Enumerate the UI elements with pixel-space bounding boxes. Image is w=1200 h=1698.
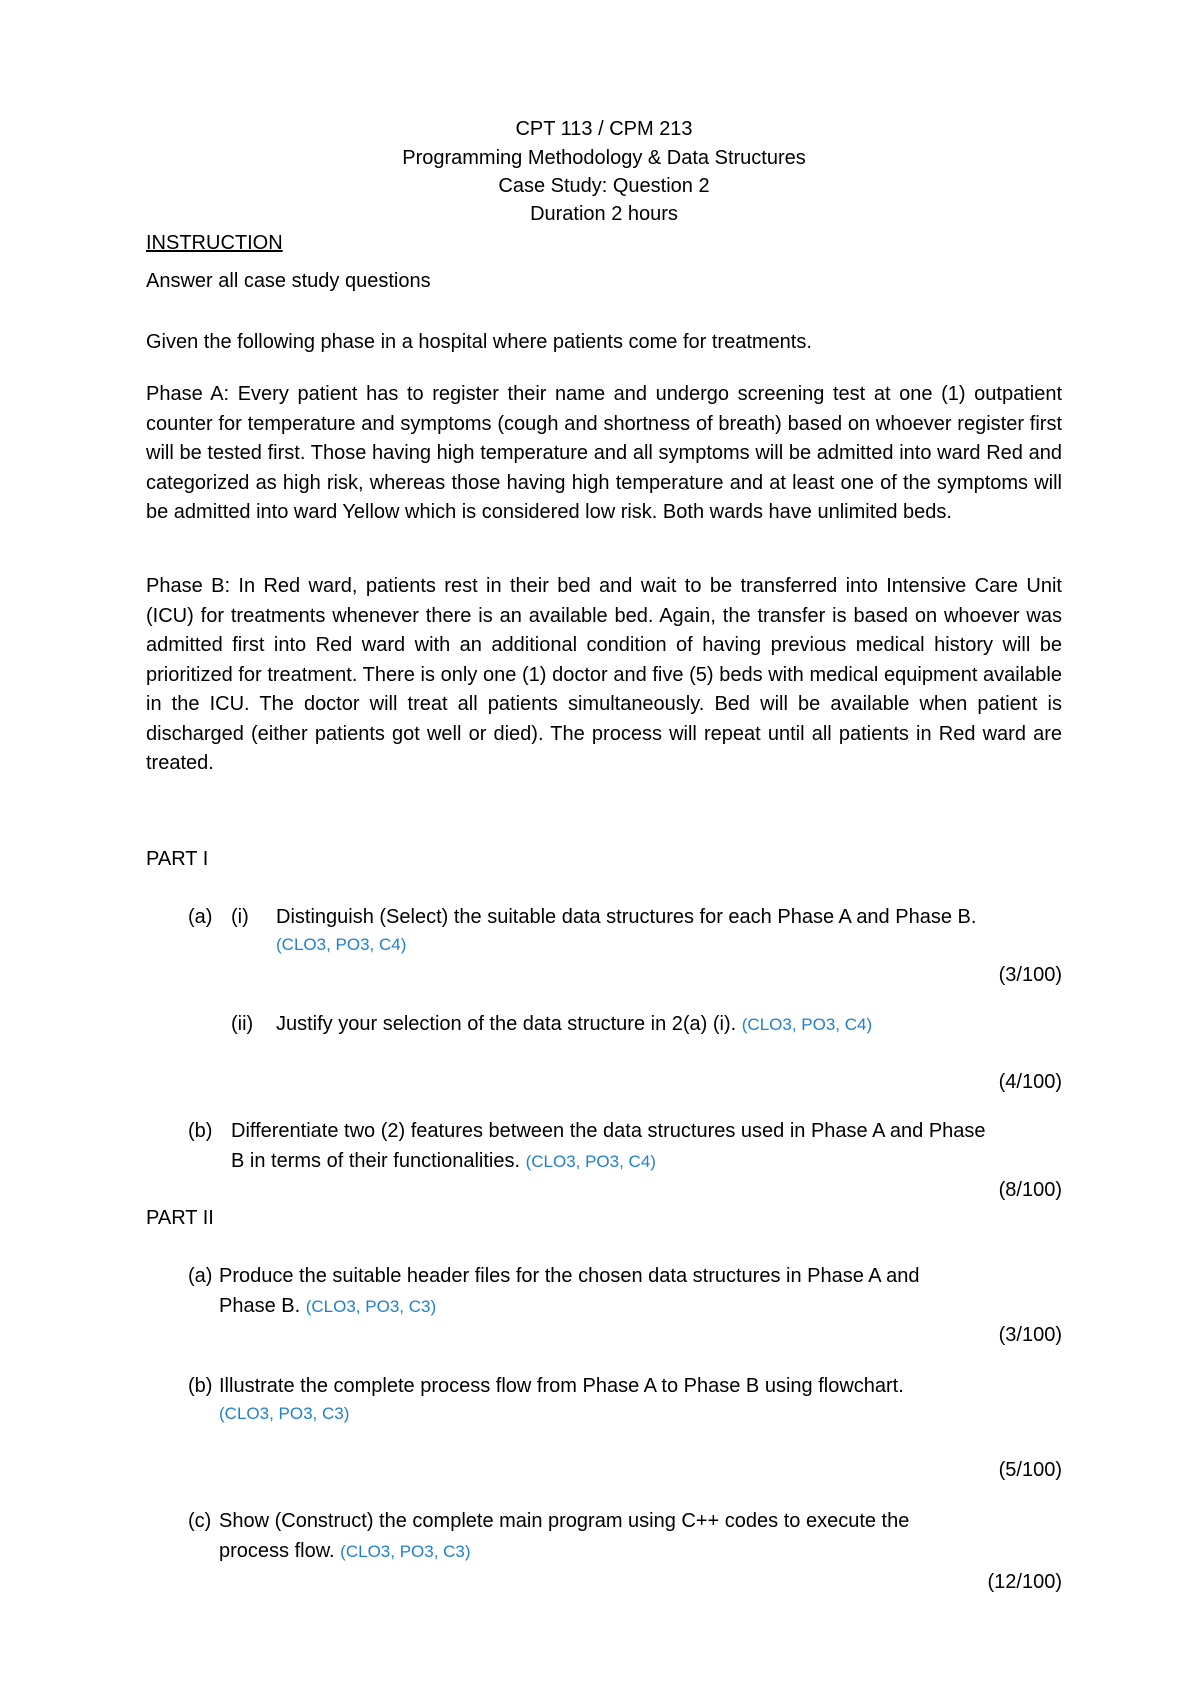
part1-b-label: (b) <box>188 1120 213 1142</box>
part2-a-line2 <box>219 1292 436 1321</box>
part2-a-label: (a) <box>188 1265 213 1287</box>
part2-b-question: Illustrate the complete process flow from Phase A to Phase B using flowchart. <box>219 1375 904 1397</box>
course-title: Programming Methodology & Data Structures <box>402 147 806 169</box>
part2-c-line1: Show (Construct) the complete main program using C++ codes to execute the <box>219 1510 910 1532</box>
part2-a-text: Phase B. <box>219 1295 301 1317</box>
part1-b-text: B in terms of their functionalities. <box>231 1150 521 1172</box>
phase-a-paragraph: Phase A: Every patient has to register their name and undergo screening test at one (1) outpatient counter for temperature and symptoms (cough and shortness of breath) based on whoever register first will be tested first. Those having high temperature and all symptoms will be admitted into ward Red and categorized as high risk, whereas those having high temperature and at least one of the symptoms will be admitted into ward Yellow which is considered low risk. Both wards have unlimited beds. <box>146 383 1062 523</box>
part1-ai-clo: (CLO3, PO3, C4) <box>276 935 407 954</box>
part1-aii-clo: (CLO3, PO3, C4) <box>741 1015 873 1034</box>
part2-b-clo: (CLO3, PO3, C3) <box>219 1404 350 1423</box>
instruction-text: Answer all case study questions <box>146 270 431 292</box>
intro-text: Given the following phase in a hospital where patients come for treatments. <box>146 331 812 353</box>
course-code: CPT 113 / CPM 213 <box>515 118 693 140</box>
part1-heading: PART I <box>146 848 209 870</box>
part2-a-line1: Produce the suitable header files for the chosen data structures in Phase A and <box>219 1265 920 1287</box>
case-study-title: Case Study: Question 2 <box>498 175 710 197</box>
part2-c-line2 <box>219 1537 471 1566</box>
part2-c-marks: (12/100) <box>987 1571 1062 1593</box>
part2-a-clo: (CLO3, PO3, C3) <box>305 1297 437 1316</box>
part2-c-clo: (CLO3, PO3, C3) <box>340 1542 471 1561</box>
instruction-heading: INSTRUCTION <box>146 232 283 254</box>
phase-b-paragraph: Phase B: In Red ward, patients rest in their bed and wait to be transferred into Intensive Care Unit (ICU) for treatments whenever there is an available bed. Again, the transfer is based on whoever was admitted first into Red ward with an additional condition of having previous medical history will be prioritized for treatment. There is only one (1) doctor and five (5) beds with medical equipment available in the ICU. The doctor will treat all patients simultaneously. Bed will be available when patient is discharged (either patients got well or died). The process will repeat until all patients in Red ward are treated. <box>146 575 1062 774</box>
part2-b-marks: (5/100) <box>998 1459 1062 1481</box>
part1-ai-marks: (3/100) <box>998 964 1062 986</box>
part2-heading: PART II <box>146 1207 214 1229</box>
part2-b-label: (b) <box>188 1375 213 1397</box>
part2-a-marks: (3/100) <box>998 1324 1062 1346</box>
part1-aii-marks: (4/100) <box>998 1071 1062 1093</box>
part1-ai-question: Distinguish (Select) the suitable data structures for each Phase A and Phase B. <box>276 906 977 928</box>
part1-aii-label: (ii) <box>231 1013 254 1035</box>
duration: Duration 2 hours <box>530 203 678 225</box>
part1-b-line1: Differentiate two (2) features between the data structures used in Phase A and Phase <box>231 1120 986 1142</box>
part1-aii-question <box>276 1010 872 1039</box>
part1-b-line2 <box>231 1147 656 1176</box>
part1-ai-label: (i) <box>231 906 249 928</box>
part1-a-label: (a) <box>188 906 213 928</box>
part1-b-marks: (8/100) <box>998 1179 1062 1201</box>
part1-b-clo: (CLO3, PO3, C4) <box>525 1152 656 1171</box>
part2-c-label: (c) <box>188 1510 212 1532</box>
part2-c-text: process flow. <box>219 1540 335 1562</box>
part1-aii-text: Justify your selection of the data structure in 2(a) (i). <box>276 1013 737 1035</box>
